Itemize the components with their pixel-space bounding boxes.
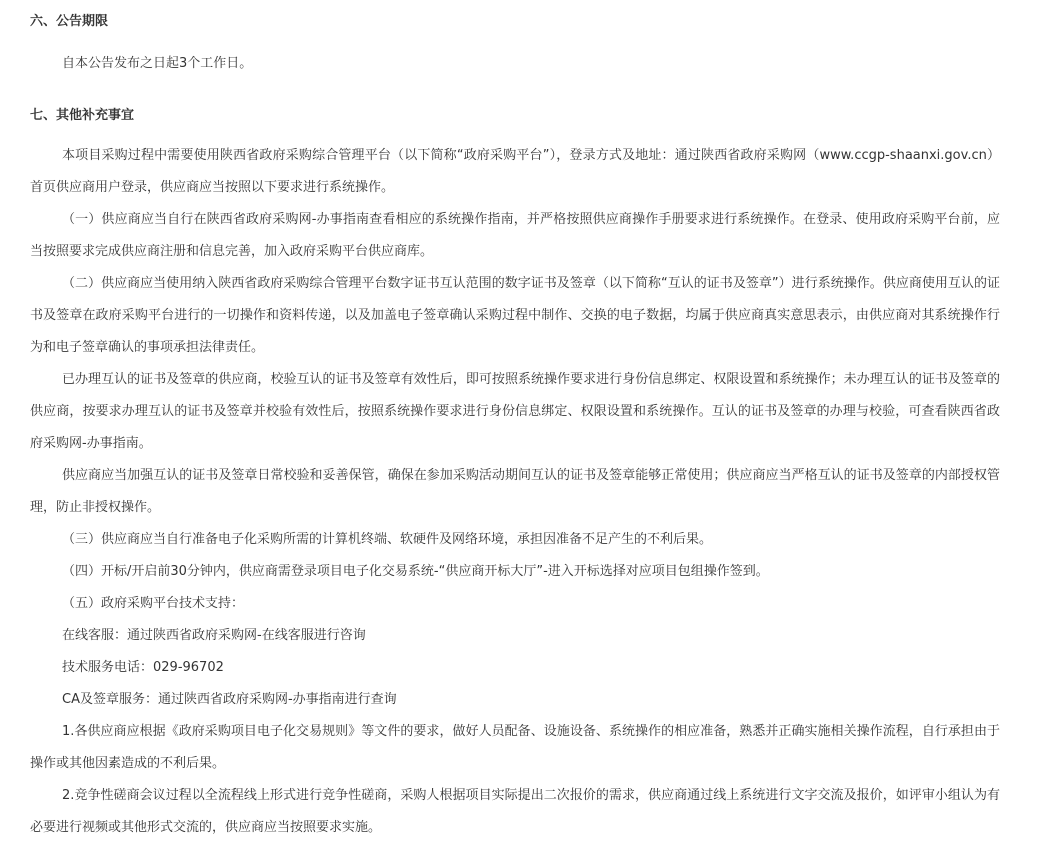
section7-heading: 七、其他补充事宜 (30, 108, 135, 123)
support-online: 在线客服：通过陕西省政府采购网-在线客服进行咨询 (62, 628, 366, 643)
note-1: 1.各供应商应根据《政府采购项目电子化交易规则》等文件的要求，做好人员配备、设施设备、系统操作的相应准备，熟悉并正确实施相关操作流程，自行承担由于操作或其他因素造成的不利后果。 (30, 724, 1000, 771)
section7-intro: 本项目采购过程中需要使用陕西省政府采购综合管理平台（以下简称“政府采购平台”），登录方式及地址：通过陕西省政府采购网（www.ccgp-shaanxi.gov.cn）首页供应商用户登录，供应商应当按照以下要求进行系统操作。 (30, 148, 1000, 195)
section7-item4: （四）开标/开启前30分钟内，供应商需登录项目电子化交易系统-“供应商开标大厅”-进入开标选择对应项目包组操作签到。 (62, 564, 769, 579)
section7-item3: （三）供应商应当自行准备电子化采购所需的计算机终端、软硬件及网络环境，承担因准备不足产生的不利后果。 (62, 532, 713, 547)
section7-item5: （五）政府采购平台技术支持： (62, 596, 245, 611)
section7-item1: （一）供应商应当自行在陕西省政府采购网-办事指南查看相应的系统操作指南，并严格按照供应商操作手册要求进行系统操作。在登录、使用政府采购平台前，应当按照要求完成供应商注册和信息完善，加入政府采购平台供应商库。 (30, 212, 1000, 259)
section7-para-keep: 供应商应当加强互认的证书及签章日常校验和妥善保管，确保在参加采购活动期间互认的证书及签章能够正常使用；供应商应当严格互认的证书及签章的内部授权管理，防止非授权操作。 (30, 468, 1000, 515)
support-phone: 技术服务电话：029-96702 (62, 660, 224, 675)
section7-item2: （二）供应商应当使用纳入陕西省政府采购综合管理平台数字证书互认范围的数字证书及签章（以下简称“互认的证书及签章”）进行系统操作。供应商使用互认的证书及签章在政府采购平台进行的一切操作和资料传递，以及加盖电子签章确认采购过程中制作、交换的电子数据，均属于供应商真实意思表示，由供应商对其系统操作行为和电子签章确认的事项承担法律责任。 (30, 276, 1000, 355)
section7-para-ca: 已办理互认的证书及签章的供应商，校验互认的证书及签章有效性后，即可按照系统操作要求进行身份信息绑定、权限设置和系统操作；未办理互认的证书及签章的供应商，按要求办理互认的证书及签章并校验有效性后，按照系统操作要求进行身份信息绑定、权限设置和系统操作。互认的证书及签章的办理与校验，可查看陕西省政府采购网-办事指南。 (30, 372, 1000, 451)
section6-body: 自本公告发布之日起3个工作日。 (62, 56, 253, 71)
note-2: 2.竞争性磋商会议过程以全流程线上形式进行竞争性磋商，采购人根据项目实际提出二次报价的需求，供应商通过线上系统进行文字交流及报价，如评审小组认为有必要进行视频或其他形式交流的，供应商应当按照要求实施。 (30, 788, 1000, 835)
section6-heading: 六、公告期限 (30, 14, 109, 29)
support-ca: CA及签章服务：通过陕西省政府采购网-办事指南进行查询 (62, 692, 397, 707)
